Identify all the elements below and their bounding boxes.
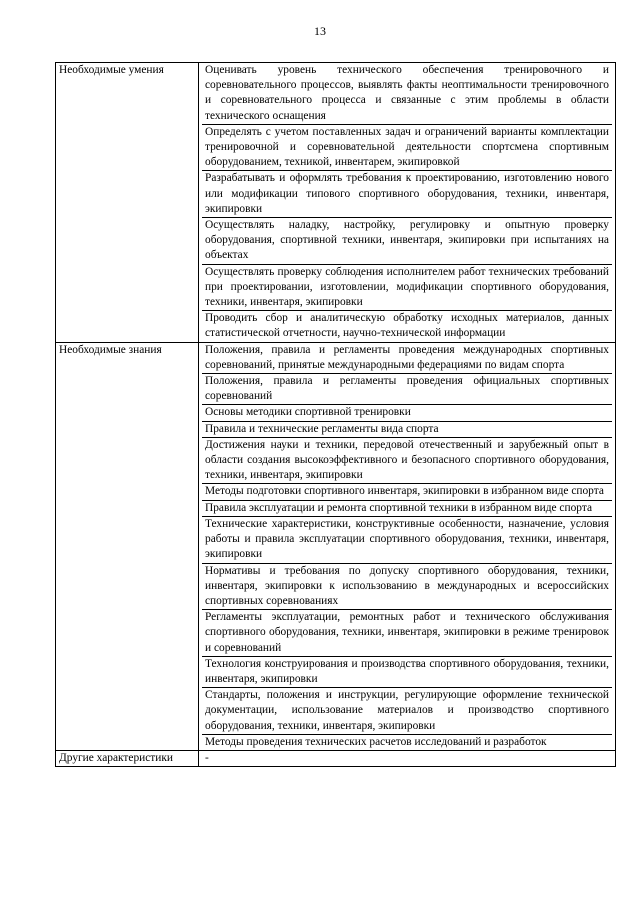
list-item: Методы проведения технических расчетов исследований и разработок	[202, 734, 612, 750]
list-item: Разрабатывать и оформлять требования к проектированию, изготовлению нового или модификации типового спортивного оборудования, техники, инвентаря, экипировки	[202, 170, 612, 217]
list-item: Правила и технические регламенты вида спорта	[202, 421, 612, 437]
list-item: Нормативы и требования по допуску спортивного оборудования, техники, инвентаря, экипировки к использованию в международных и всероссийских спортивных соревнованиях	[202, 563, 612, 610]
list-item: Правила эксплуатации и ремонта спортивной техники в избранном виде спорта	[202, 500, 612, 516]
row-items	[199, 342, 616, 750]
list-item: Оценивать уровень технического обеспечения тренировочного и соревновательного процессов, выявлять факты неоптимальности тренировочного и соревновательного процесса и связанные с этим проблемы в области технического оснащения	[205, 64, 609, 122]
list-item: Методы подготовки спортивного инвентаря, экипировки в избранном виде спорта	[202, 483, 612, 499]
row-items	[199, 63, 616, 343]
table-row	[56, 342, 616, 750]
row-label: Другие характеристики	[56, 750, 199, 766]
table-row	[56, 750, 616, 766]
list-item: Положения, правила и регламенты проведения международных спортивных соревнований, принятые международными федерациями по видам спорта	[205, 343, 609, 371]
page-number: 13	[314, 24, 326, 38]
list-item: Основы методики спортивной тренировки	[202, 404, 612, 420]
row-label: Необходимые знания	[56, 342, 199, 750]
list-item: -	[205, 751, 209, 764]
list-item: Достижения науки и техники, передовой отечественный и зарубежный опыт в области создания высокоэффективного и безопасного спортивного оборудования, техники, инвентаря, экипировки	[202, 437, 612, 484]
list-item: Технология конструирования и производства спортивного оборудования, техники, инвентаря, экипировки	[202, 656, 612, 687]
list-item: Стандарты, положения и инструкции, регулирующие оформление технической документации, использование материалов и производство спортивного оборудования, техники, инвентаря, экипировки	[202, 687, 612, 734]
list-item: Регламенты эксплуатации, ремонтных работ и технического обслуживания спортивного оборудования, техники, инвентаря, экипировки в режиме тренировок и соревнований	[202, 609, 612, 656]
row-items	[199, 750, 616, 766]
list-item: Положения, правила и регламенты проведения официальных спортивных соревнований	[202, 373, 612, 404]
requirements-table	[55, 62, 616, 767]
list-item: Осуществлять проверку соблюдения исполнителем работ технических требований при проектировании, изготовлении, модификации спортивного оборудования, техники, инвентаря, экипировки	[202, 264, 612, 311]
row-label: Необходимые умения	[56, 63, 199, 343]
table-row	[56, 63, 616, 343]
list-item: Технические характеристики, конструктивные особенности, назначение, условия работы и правила эксплуатации спортивного оборудования, техники, инвентаря, экипировки	[202, 516, 612, 563]
list-item: Осуществлять наладку, настройку, регулировку и опытную проверку оборудования, спортивной техники, инвентаря, экипировки при испытаниях на объектах	[202, 217, 612, 264]
list-item: Проводить сбор и аналитическую обработку исходных материалов, данных статистической отчетности, научно-технической информации	[202, 310, 612, 341]
list-item: Определять с учетом поставленных задач и ограничений варианты комплектации тренировочной и соревновательной деятельности спортсмена спортивным оборудованием, техникой, инвентарем, экипировкой	[202, 124, 612, 171]
